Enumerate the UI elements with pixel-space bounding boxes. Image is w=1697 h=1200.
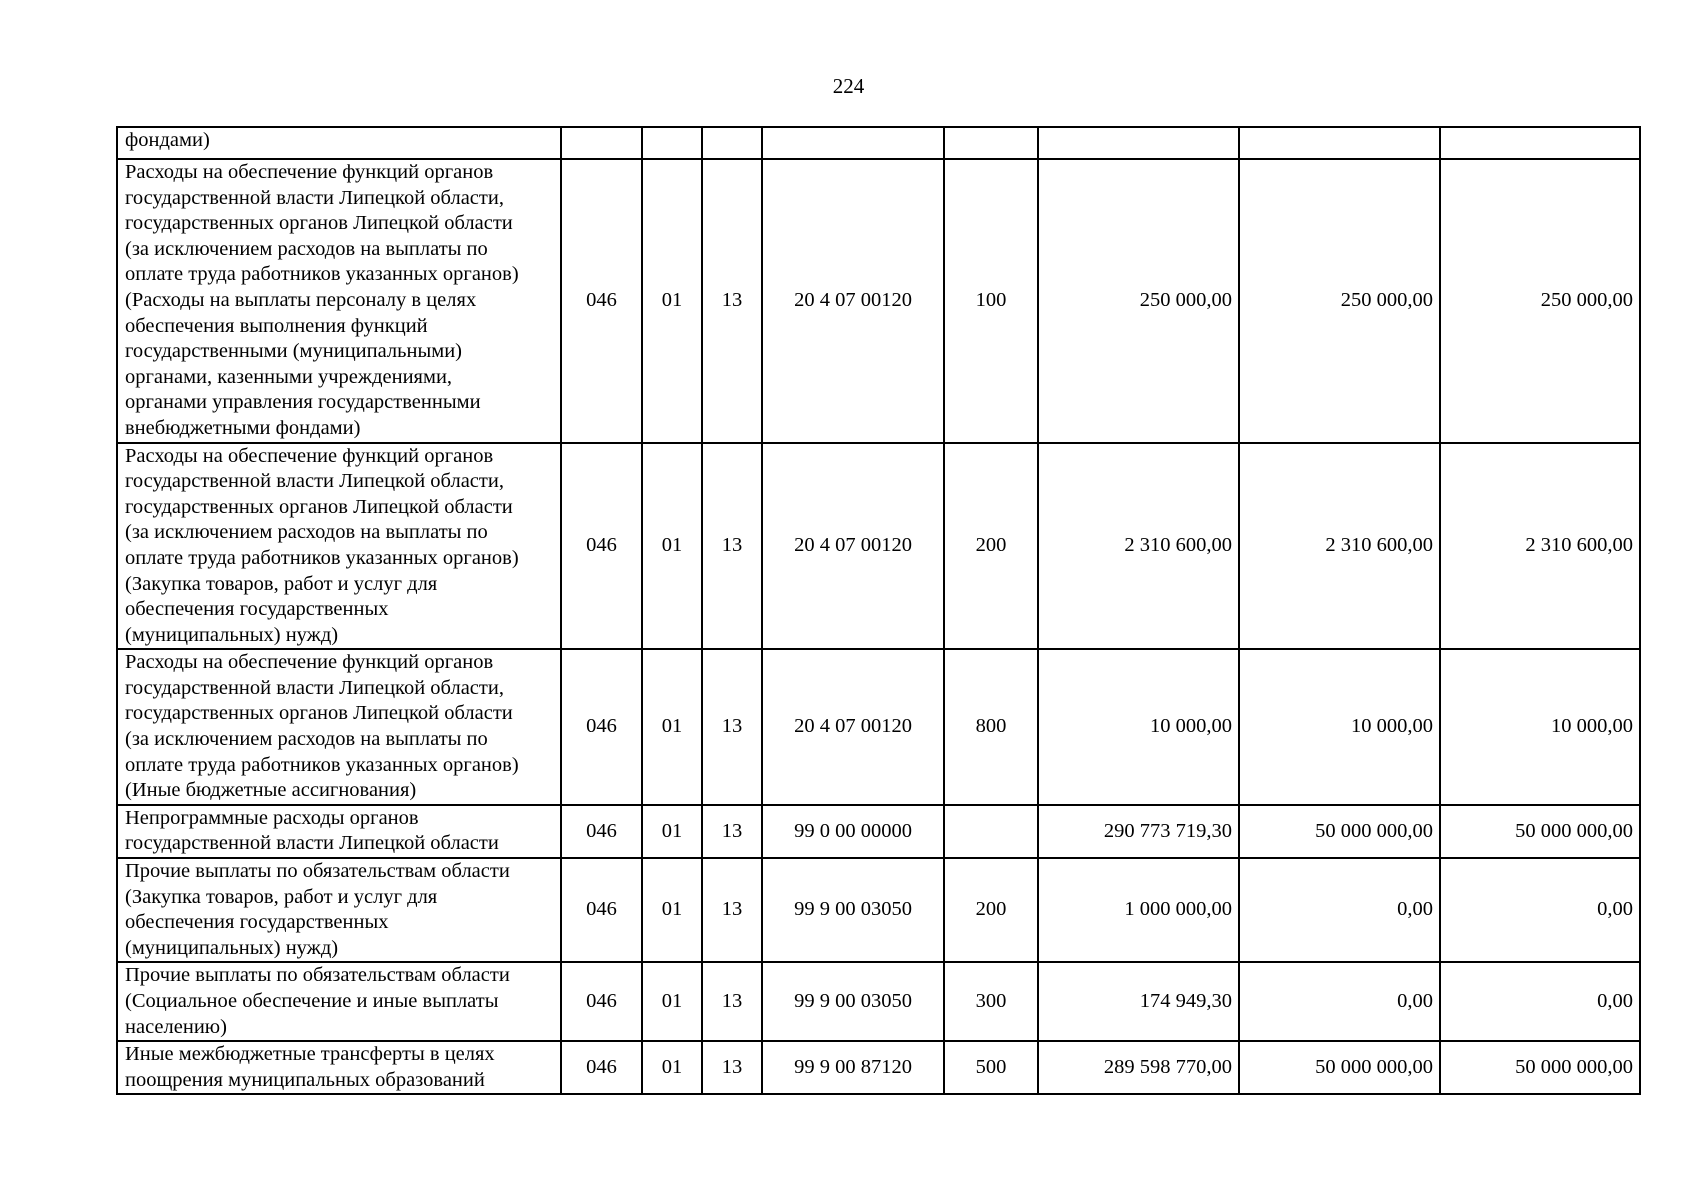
cell-csr: 99 0 00 00000 <box>762 805 944 858</box>
budget-table <box>116 126 1641 1095</box>
name-line: (за исключением расходов на выплаты по <box>125 521 488 544</box>
name-line: государственных органов Липецкой области <box>125 495 513 518</box>
name-line: (муниципальных) нужд) <box>125 623 339 646</box>
cell-sum-2 <box>1239 127 1440 159</box>
cell-vr: 100 <box>944 159 1038 443</box>
cell-sum-2: 10 000,00 <box>1239 649 1440 805</box>
cell-name <box>117 962 561 1041</box>
cell-pr: 13 <box>702 159 762 443</box>
cell-gr <box>561 127 642 159</box>
cell-pr: 13 <box>702 649 762 805</box>
cell-sum-3: 2 310 600,00 <box>1440 443 1640 650</box>
name-line: государственных органов Липецкой области <box>125 212 513 235</box>
name-line: государственными (муниципальными) <box>125 340 462 363</box>
cell-name <box>117 159 561 443</box>
cell-pr: 13 <box>702 962 762 1041</box>
cell-rz: 01 <box>642 1041 702 1094</box>
cell-sum-3: 0,00 <box>1440 858 1640 962</box>
table-row <box>117 805 1640 858</box>
table-row <box>117 1041 1640 1094</box>
name-line: обеспечения выполнения функций <box>125 314 428 337</box>
cell-gr: 046 <box>561 159 642 443</box>
cell-sum-1: 250 000,00 <box>1038 159 1239 443</box>
cell-sum-2: 2 310 600,00 <box>1239 443 1440 650</box>
name-line: органами, казенными учреждениями, <box>125 365 453 388</box>
name-line: Расходы на обеспечение функций органов <box>125 651 494 674</box>
name-line: (за исключением расходов на выплаты по <box>125 728 488 751</box>
cell-rz <box>642 127 702 159</box>
table-body <box>117 127 1640 1094</box>
name-line: фондами) <box>125 129 210 151</box>
page-number: 224 <box>832 74 865 98</box>
cell-gr: 046 <box>561 443 642 650</box>
table-row <box>117 159 1640 443</box>
cell-csr <box>762 127 944 159</box>
cell-vr <box>944 805 1038 858</box>
cell-vr: 200 <box>944 858 1038 962</box>
cell-name <box>117 1041 561 1094</box>
cell-pr: 13 <box>702 858 762 962</box>
name-line: (Закупка товаров, работ и услуг для <box>125 885 438 908</box>
name-line: государственных органов Липецкой области <box>125 702 513 725</box>
cell-name <box>117 805 561 858</box>
cell-pr: 13 <box>702 443 762 650</box>
name-line: обеспечения государственных <box>125 598 389 621</box>
name-line: оплате труда работников указанных органов) <box>125 263 519 286</box>
name-line: Прочие выплаты по обязательствам области <box>125 860 510 883</box>
cell-vr: 200 <box>944 443 1038 650</box>
cell-sum-3 <box>1440 127 1640 159</box>
cell-name <box>117 443 561 650</box>
cell-csr: 99 9 00 03050 <box>762 858 944 962</box>
cell-vr: 800 <box>944 649 1038 805</box>
name-line: внебюджетными фондами) <box>125 416 361 439</box>
cell-name <box>117 858 561 962</box>
name-line: государственной власти Липецкой области, <box>125 676 504 699</box>
cell-sum-1: 2 310 600,00 <box>1038 443 1239 650</box>
cell-pr <box>702 127 762 159</box>
name-line: Непрограммные расходы органов <box>125 806 419 829</box>
table-row <box>117 127 1640 159</box>
cell-csr: 99 9 00 87120 <box>762 1041 944 1094</box>
cell-rz: 01 <box>642 858 702 962</box>
cell-gr: 046 <box>561 805 642 858</box>
cell-sum-1 <box>1038 127 1239 159</box>
cell-vr <box>944 127 1038 159</box>
cell-gr: 046 <box>561 1041 642 1094</box>
cell-sum-1: 174 949,30 <box>1038 962 1239 1041</box>
cell-rz: 01 <box>642 159 702 443</box>
cell-vr: 500 <box>944 1041 1038 1094</box>
name-line: (Закупка товаров, работ и услуг для <box>125 572 438 595</box>
cell-csr: 99 9 00 03050 <box>762 962 944 1041</box>
name-line: оплате труда работников указанных органов) <box>125 546 519 569</box>
cell-sum-3: 50 000 000,00 <box>1440 805 1640 858</box>
cell-sum-3: 10 000,00 <box>1440 649 1640 805</box>
cell-sum-2: 250 000,00 <box>1239 159 1440 443</box>
cell-vr: 300 <box>944 962 1038 1041</box>
table-row <box>117 443 1640 650</box>
name-line: государственной власти Липецкой области, <box>125 470 504 493</box>
name-line: обеспечения государственных <box>125 911 389 934</box>
cell-pr: 13 <box>702 805 762 858</box>
table-row <box>117 858 1640 962</box>
table-row <box>117 962 1640 1041</box>
cell-sum-1: 1 000 000,00 <box>1038 858 1239 962</box>
table-row <box>117 649 1640 805</box>
name-line: государственной власти Липецкой области <box>125 832 499 855</box>
name-line: органами управления государственными <box>125 391 481 414</box>
name-line: (Расходы на выплаты персоналу в целях <box>125 288 477 311</box>
cell-sum-2: 50 000 000,00 <box>1239 805 1440 858</box>
cell-pr: 13 <box>702 1041 762 1094</box>
name-line: поощрения муниципальных образований <box>125 1068 485 1091</box>
cell-name <box>117 127 561 159</box>
cell-sum-1: 290 773 719,30 <box>1038 805 1239 858</box>
cell-csr: 20 4 07 00120 <box>762 649 944 805</box>
name-line: (за исключением расходов на выплаты по <box>125 237 488 260</box>
cell-sum-3: 250 000,00 <box>1440 159 1640 443</box>
cell-gr: 046 <box>561 962 642 1041</box>
cell-gr: 046 <box>561 858 642 962</box>
name-line: государственной власти Липецкой области, <box>125 186 504 209</box>
cell-rz: 01 <box>642 443 702 650</box>
cell-csr: 20 4 07 00120 <box>762 159 944 443</box>
cell-csr: 20 4 07 00120 <box>762 443 944 650</box>
name-line: Расходы на обеспечение функций органов <box>125 444 494 467</box>
name-line: (муниципальных) нужд) <box>125 936 339 959</box>
cell-sum-2: 0,00 <box>1239 962 1440 1041</box>
cell-rz: 01 <box>642 962 702 1041</box>
name-line: (Иные бюджетные ассигнования) <box>125 779 417 802</box>
cell-rz: 01 <box>642 805 702 858</box>
name-line: оплате труда работников указанных органов) <box>125 753 519 776</box>
cell-gr: 046 <box>561 649 642 805</box>
cell-sum-2: 50 000 000,00 <box>1239 1041 1440 1094</box>
name-line: Прочие выплаты по обязательствам области <box>125 964 510 987</box>
name-line: Расходы на обеспечение функций органов <box>125 161 494 183</box>
name-line: Иные межбюджетные трансферты в целях <box>125 1043 495 1066</box>
cell-sum-1: 10 000,00 <box>1038 649 1239 805</box>
cell-sum-2: 0,00 <box>1239 858 1440 962</box>
cell-name <box>117 649 561 805</box>
name-line: населению) <box>125 1015 227 1038</box>
cell-sum-3: 0,00 <box>1440 962 1640 1041</box>
cell-sum-3: 50 000 000,00 <box>1440 1041 1640 1094</box>
cell-sum-1: 289 598 770,00 <box>1038 1041 1239 1094</box>
name-line: (Социальное обеспечение и иные выплаты <box>125 990 499 1012</box>
cell-rz: 01 <box>642 649 702 805</box>
